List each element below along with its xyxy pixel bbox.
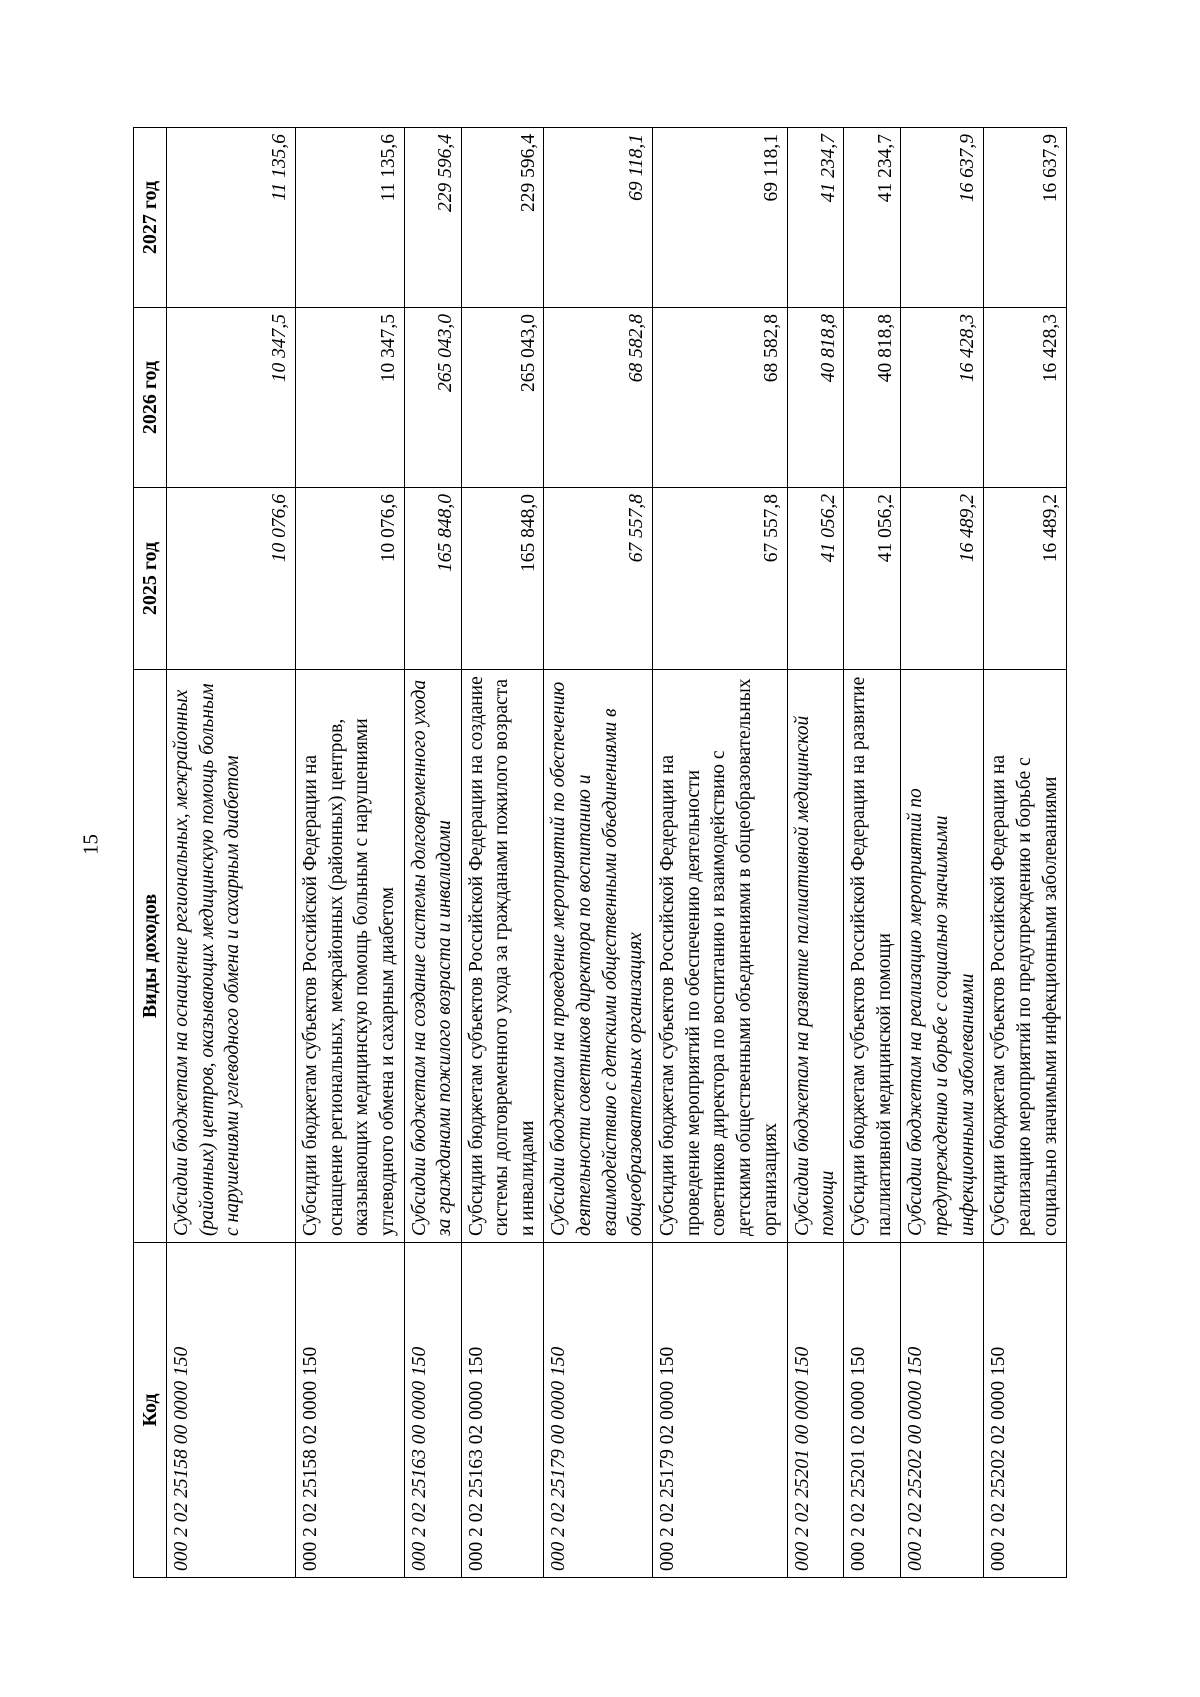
cell-name: Субсидии бюджетам субъектов Российской Федерации на проведение мероприятий по обеспечению деятельности советников директора по воспитанию и взаимодействию с детскими общественными объединениями в общеобразовательных организациях [652,670,787,1243]
cell-2026: 10 347,5 [295,308,404,488]
cell-name: Субсидии бюджетам на развитие паллиативной медицинской помощи [787,670,844,1243]
cell-code: 000 2 02 25163 00 0000 150 [404,1243,461,1578]
table-header-row [134,128,167,1578]
cell-2026: 16 428,3 [901,308,984,488]
header-code: Код [134,1243,167,1578]
cell-name: Субсидии бюджетам субъектов Российской Федерации на создание системы долговременного ухода за гражданами пожилого возраста и инвалидами [461,670,544,1243]
cell-2025: 16 489,2 [901,488,984,670]
cell-code: 000 2 02 25158 00 0000 150 [167,1243,296,1578]
cell-code: 000 2 02 25201 00 0000 150 [787,1243,844,1578]
header-2026: 2026 год [134,308,167,488]
cell-2025: 165 848,0 [404,488,461,670]
cell-code: 000 2 02 25201 02 0000 150 [844,1243,901,1578]
table-row [167,128,296,1578]
cell-2026: 10 347,5 [167,308,296,488]
cell-2025: 41 056,2 [844,488,901,670]
table-row [901,128,984,1578]
cell-2026: 68 582,8 [544,308,653,488]
table-row [652,128,787,1578]
cell-2027: 229 596,4 [461,128,544,308]
cell-2027: 16 637,9 [984,128,1067,308]
cell-2025: 10 076,6 [167,488,296,670]
cell-2025: 41 056,2 [787,488,844,670]
cell-2025: 10 076,6 [295,488,404,670]
table-row [984,128,1067,1578]
table-row [787,128,844,1578]
revenue-table [133,127,1067,1578]
table-row [404,128,461,1578]
cell-name: Субсидии бюджетам на проведение мероприятий по обеспечению деятельности советников директора по воспитанию и взаимодействию с детскими общественными объединениями в общеобразовательных организациях [544,670,653,1243]
cell-2026: 68 582,8 [652,308,787,488]
cell-2027: 11 135,6 [167,128,296,308]
cell-2027: 11 135,6 [295,128,404,308]
cell-code: 000 2 02 25163 02 0000 150 [461,1243,544,1578]
cell-code: 000 2 02 25179 02 0000 150 [652,1243,787,1578]
table-row [461,128,544,1578]
table-row [295,128,404,1578]
cell-code: 000 2 02 25158 02 0000 150 [295,1243,404,1578]
cell-name: Субсидии бюджетам на создание системы долговременного ухода за гражданами пожилого возраста и инвалидами [404,670,461,1243]
cell-2027: 69 118,1 [652,128,787,308]
cell-2025: 16 489,2 [984,488,1067,670]
table-row [544,128,653,1578]
cell-2027: 16 637,9 [901,128,984,308]
cell-code: 000 2 02 25202 02 0000 150 [984,1243,1067,1578]
cell-2025: 165 848,0 [461,488,544,670]
cell-2027: 41 234,7 [844,128,901,308]
cell-2027: 229 596,4 [404,128,461,308]
page-number: 15 [78,834,103,855]
header-revenue-type: Виды доходов [134,670,167,1243]
cell-2027: 69 118,1 [544,128,653,308]
cell-2026: 40 818,8 [844,308,901,488]
cell-2026: 16 428,3 [984,308,1067,488]
table-row [844,128,901,1578]
cell-code: 000 2 02 25202 00 0000 150 [901,1243,984,1578]
cell-2026: 265 043,0 [404,308,461,488]
cell-2026: 265 043,0 [461,308,544,488]
cell-2025: 67 557,8 [544,488,653,670]
cell-2027: 41 234,7 [787,128,844,308]
cell-name: Субсидии бюджетам на реализацию мероприятий по предупреждению и борьбе с социально значимыми инфекционными заболеваниями [901,670,984,1243]
cell-code: 000 2 02 25179 00 0000 150 [544,1243,653,1578]
header-2025: 2025 год [134,488,167,670]
cell-name: Субсидии бюджетам субъектов Российской Федерации на реализацию мероприятий по предупреждению и борьбе с социально значимыми инфекционными заболеваниями [984,670,1067,1243]
cell-name: Субсидии бюджетам субъектов Российской Федерации на развитие паллиативной медицинской помощи [844,670,901,1243]
cell-2025: 67 557,8 [652,488,787,670]
cell-name: Субсидии бюджетам на оснащение региональных, межрайонных (районных) центров, оказывающих медицинскую помощь больным с нарушениями углеводного обмена и сахарным диабетом [167,670,296,1243]
cell-2026: 40 818,8 [787,308,844,488]
revenue-table-rotated [133,128,1067,1578]
header-2027: 2027 год [134,128,167,308]
cell-name: Субсидии бюджетам субъектов Российской Федерации на оснащение региональных, межрайонных (районных) центров, оказывающих медицинскую помощь больным с нарушениями углеводного обмена и сахарным диабетом [295,670,404,1243]
